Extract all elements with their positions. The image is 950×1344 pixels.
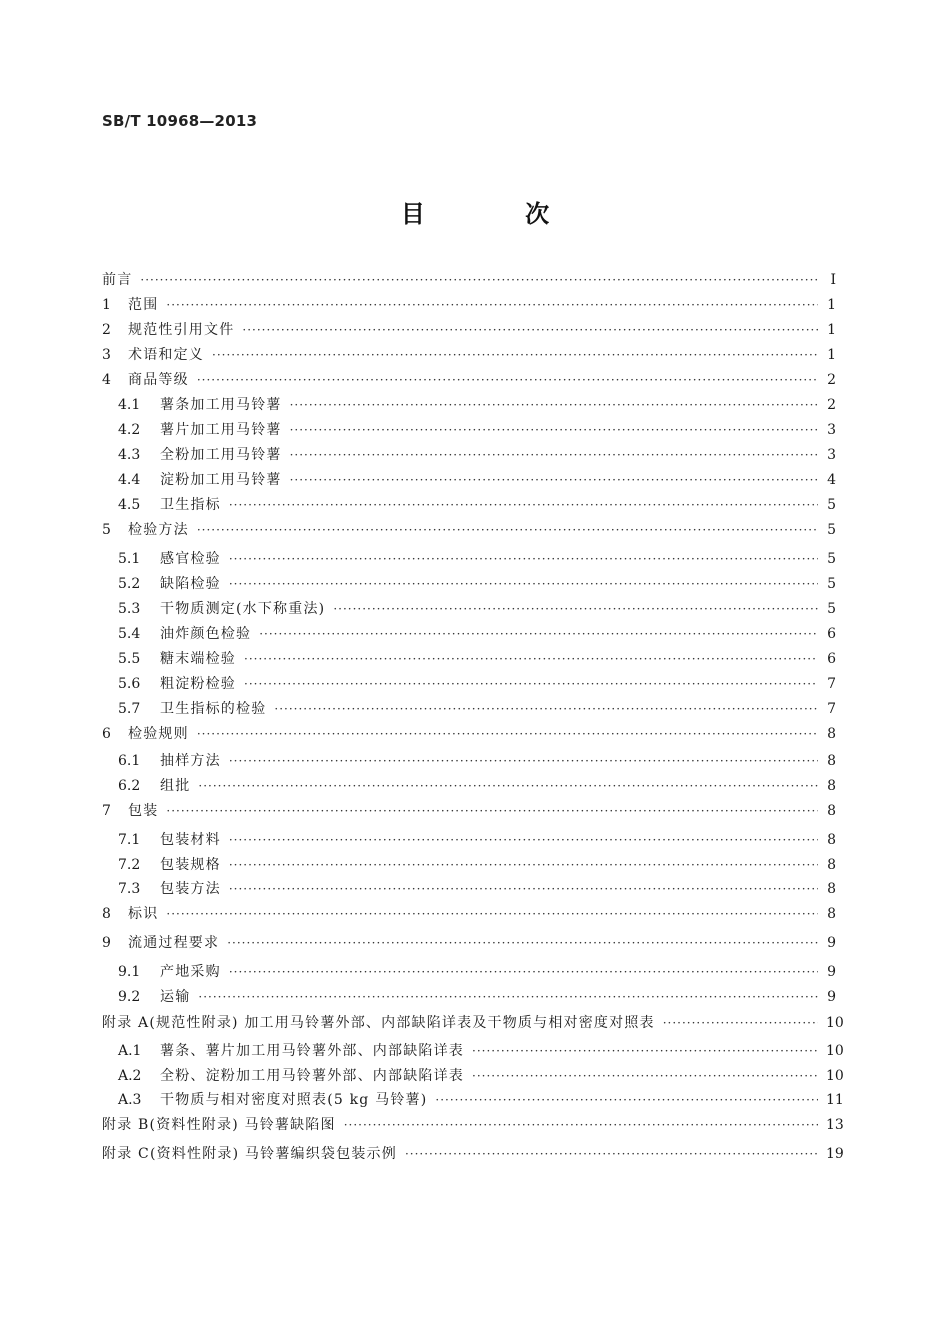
toc-entry[interactable] (102, 597, 836, 621)
toc-entry-number: 9 (102, 935, 111, 951)
toc-entry[interactable] (102, 877, 836, 901)
toc-entry-number: 6 (102, 726, 111, 742)
toc-leader-dots (198, 774, 818, 798)
toc-leader-dots (166, 902, 818, 926)
toc-entry-page: 8 (827, 778, 836, 794)
toc-entry-number: A.2 (118, 1068, 142, 1084)
toc-leader-dots (229, 877, 818, 901)
toc-entry[interactable] (102, 493, 836, 517)
toc-entry-page: 8 (827, 726, 836, 742)
toc-entry-page: 5 (827, 576, 836, 592)
toc-entry-number: 7 (102, 803, 111, 819)
toc-leader-dots (290, 418, 818, 442)
toc-entry[interactable] (102, 468, 836, 492)
toc-leader-dots (140, 268, 818, 292)
toc-entry-label: 产地采购 (160, 964, 221, 980)
toc-entry-number: A.1 (118, 1043, 142, 1059)
toc-entry-number: 5 (102, 522, 111, 538)
toc-leader-dots (259, 622, 818, 646)
toc-entry[interactable] (102, 1039, 844, 1063)
toc-leader-dots (166, 293, 818, 317)
toc-entry-label: 检验规则 (128, 726, 189, 742)
toc-entry-number: 4.5 (118, 497, 141, 513)
toc-entry[interactable] (102, 749, 836, 773)
toc-leader-dots (274, 697, 818, 721)
toc-entry-page: 3 (827, 422, 836, 438)
toc-entry-number: 6.1 (118, 753, 141, 769)
toc-leader-dots (229, 547, 818, 571)
toc-entry-label: 薯条加工用马铃薯 (160, 397, 282, 413)
toc-leader-dots (229, 960, 818, 984)
toc-entry-number: 7.2 (118, 857, 141, 873)
toc-leader-dots (472, 1039, 818, 1063)
toc-entry[interactable] (102, 828, 836, 852)
toc-entry-number: 5.7 (118, 701, 141, 717)
toc-entry-page: 1 (827, 322, 836, 338)
toc-leader-dots (435, 1088, 818, 1112)
toc-entry-label: 粗淀粉检验 (160, 676, 236, 692)
toc-entry[interactable] (102, 722, 836, 746)
toc-entry-page: 9 (827, 964, 836, 980)
toc-entry-number: 5.4 (118, 626, 141, 642)
toc-entry-page: 10 (826, 1015, 844, 1031)
toc-entry-label: 检验方法 (128, 522, 189, 538)
toc-entry-label: 全粉加工用马铃薯 (160, 447, 282, 463)
toc-leader-dots (290, 443, 818, 467)
toc-entry-number: 7.1 (118, 832, 141, 848)
toc-entry[interactable] (102, 1088, 844, 1112)
toc-leader-dots (229, 853, 818, 877)
page-title: 目 次 (400, 200, 596, 228)
toc-entry-label: 标识 (128, 906, 159, 922)
toc-entry-label: 包装 (128, 803, 159, 819)
toc-entry-number: 5.3 (118, 601, 141, 617)
toc-entry-label: 附录 C(资料性附录) 马铃薯编织袋包装示例 (102, 1146, 397, 1162)
toc-entry-page: 8 (827, 857, 836, 873)
toc-entry-page: 5 (827, 497, 836, 513)
toc-entry-number: 5.1 (118, 551, 141, 567)
toc-leader-dots (242, 318, 818, 342)
toc-entry-label: 淀粉加工用马铃薯 (160, 472, 282, 488)
toc-entry-label: 包装规格 (160, 857, 221, 873)
toc-leader-dots (229, 493, 818, 517)
toc-entry-label: 组批 (160, 778, 191, 794)
toc-leader-dots (344, 1113, 818, 1137)
toc-leader-dots (333, 597, 818, 621)
toc-leader-dots (227, 931, 818, 955)
toc-entry-label: 范围 (128, 297, 159, 313)
toc-leader-dots (166, 799, 818, 823)
toc-entry-number: 5.2 (118, 576, 141, 592)
toc-entry[interactable] (102, 1011, 844, 1035)
toc-entry-number: 4 (102, 372, 111, 388)
toc-entry[interactable] (102, 697, 836, 721)
toc-entry-label: 干物质与相对密度对照表(5 kg 马铃薯) (160, 1092, 428, 1108)
toc-entry-number: 1 (102, 297, 111, 313)
toc-entry[interactable] (102, 418, 836, 442)
toc-entry-page: 8 (827, 832, 836, 848)
toc-entry-page: 8 (827, 881, 836, 897)
toc-entry-number: 9.1 (118, 964, 141, 980)
toc-leader-dots (197, 368, 818, 392)
toc-entry[interactable] (102, 672, 836, 696)
toc-entry-label: 薯片加工用马铃薯 (160, 422, 282, 438)
toc-leader-dots (472, 1064, 818, 1088)
toc-entry-number: 5.5 (118, 651, 141, 667)
toc-entry-label: 包装材料 (160, 832, 221, 848)
toc-entry[interactable] (102, 799, 836, 823)
toc-entry-number: 9.2 (118, 989, 141, 1005)
toc-entry-label: 油炸颜色检验 (160, 626, 252, 642)
toc-leader-dots (198, 985, 818, 1009)
toc-entry[interactable] (102, 443, 836, 467)
toc-entry-label: 感官检验 (160, 551, 221, 567)
toc-entry-label: 流通过程要求 (128, 935, 220, 951)
toc-entry-label: 运输 (160, 989, 191, 1005)
toc-entry-page: 4 (827, 472, 836, 488)
toc-leader-dots (290, 393, 818, 417)
toc-entry-page: 7 (827, 676, 836, 692)
toc-entry[interactable] (102, 960, 836, 984)
toc-entry-number: 7.3 (118, 881, 141, 897)
toc-entry[interactable] (102, 572, 836, 596)
toc-entry-label: 包装方法 (160, 881, 221, 897)
toc-leader-dots (663, 1011, 818, 1035)
toc-entry-label: 前言 (102, 272, 133, 288)
toc-leader-dots (244, 672, 818, 696)
toc-entry-page: 3 (827, 447, 836, 463)
toc-entry-page: 19 (826, 1146, 844, 1162)
toc-entry[interactable] (102, 622, 836, 646)
toc-entry-number: 4.2 (118, 422, 141, 438)
toc-entry-number: 6.2 (118, 778, 141, 794)
toc-entry[interactable] (102, 931, 836, 955)
toc-entry-number: 5.6 (118, 676, 141, 692)
toc-entry[interactable] (102, 853, 836, 877)
toc-entry[interactable] (102, 293, 836, 317)
toc-entry-label: 缺陷检验 (160, 576, 221, 592)
toc-entry-label: 全粉、淀粉加工用马铃薯外部、内部缺陷详表 (160, 1068, 464, 1084)
toc-entry[interactable] (102, 1142, 844, 1166)
toc-entry[interactable] (102, 268, 836, 292)
toc-entry[interactable] (102, 1064, 844, 1088)
toc-entry-page: 2 (827, 397, 836, 413)
toc-entry-page: 1 (827, 297, 836, 313)
toc-entry[interactable] (102, 368, 836, 392)
toc-entry[interactable] (102, 343, 836, 367)
toc-entry-label: 规范性引用文件 (128, 322, 235, 338)
toc-entry[interactable] (102, 647, 836, 671)
toc-entry[interactable] (102, 518, 836, 542)
toc-leader-dots (290, 468, 818, 492)
toc-entry[interactable] (102, 547, 836, 571)
toc-entry-page: 8 (827, 753, 836, 769)
toc-entry-page: 8 (827, 906, 836, 922)
toc-entry-page: 9 (827, 935, 836, 951)
toc-entry-page: 11 (826, 1092, 844, 1108)
toc-leader-dots (229, 828, 818, 852)
toc-entry-label: 卫生指标 (160, 497, 221, 513)
toc-entry-page: 8 (827, 803, 836, 819)
toc-entry-page: I (830, 272, 836, 288)
toc-entry-page: 6 (827, 626, 836, 642)
toc-entry-page: 5 (827, 522, 836, 538)
toc-leader-dots (212, 343, 818, 367)
toc-entry-page: 7 (827, 701, 836, 717)
toc-leader-dots (405, 1142, 818, 1166)
toc-entry-number: 4.3 (118, 447, 141, 463)
toc-entry-page: 10 (826, 1068, 844, 1084)
toc-entry[interactable] (102, 393, 836, 417)
toc-entry-page: 13 (826, 1117, 844, 1133)
toc-entry-label: 干物质测定(水下称重法) (160, 601, 326, 617)
toc-entry-label: 抽样方法 (160, 753, 221, 769)
toc-entry-number: 8 (102, 906, 111, 922)
toc-entry-page: 10 (826, 1043, 844, 1059)
toc-entry-page: 5 (827, 601, 836, 617)
toc-entry-page: 9 (827, 989, 836, 1005)
toc-entry[interactable] (102, 985, 836, 1009)
toc-entry-label: 薯条、薯片加工用马铃薯外部、内部缺陷详表 (160, 1043, 464, 1059)
toc-entry[interactable] (102, 1113, 844, 1137)
toc-leader-dots (244, 647, 818, 671)
toc-entry-label: 术语和定义 (128, 347, 204, 363)
toc-entry-label: 卫生指标的检验 (160, 701, 267, 717)
toc-entry-label: 商品等级 (128, 372, 189, 388)
toc-entry-page: 1 (827, 347, 836, 363)
toc-entry-number: 2 (102, 322, 111, 338)
toc-entry[interactable] (102, 318, 836, 342)
toc-leader-dots (197, 518, 818, 542)
toc-leader-dots (197, 722, 818, 746)
toc-leader-dots (229, 749, 818, 773)
toc-entry[interactable] (102, 774, 836, 798)
toc-leader-dots (229, 572, 818, 596)
toc-entry[interactable] (102, 902, 836, 926)
toc-entry-page: 6 (827, 651, 836, 667)
standard-number: SB/T 10968—2013 (102, 112, 258, 130)
toc-entry-label: 附录 A(规范性附录) 加工用马铃薯外部、内部缺陷详表及干物质与相对密度对照表 (102, 1015, 655, 1031)
toc-entry-number: 4.4 (118, 472, 141, 488)
toc-entry-number: A.3 (118, 1092, 142, 1108)
toc-entry-label: 附录 B(资料性附录) 马铃薯缺陷图 (102, 1117, 336, 1133)
toc-entry-number: 4.1 (118, 397, 141, 413)
toc-entry-number: 3 (102, 347, 111, 363)
toc-entry-label: 糖末端检验 (160, 651, 236, 667)
toc-entry-page: 5 (827, 551, 836, 567)
toc-entry-page: 2 (827, 372, 836, 388)
